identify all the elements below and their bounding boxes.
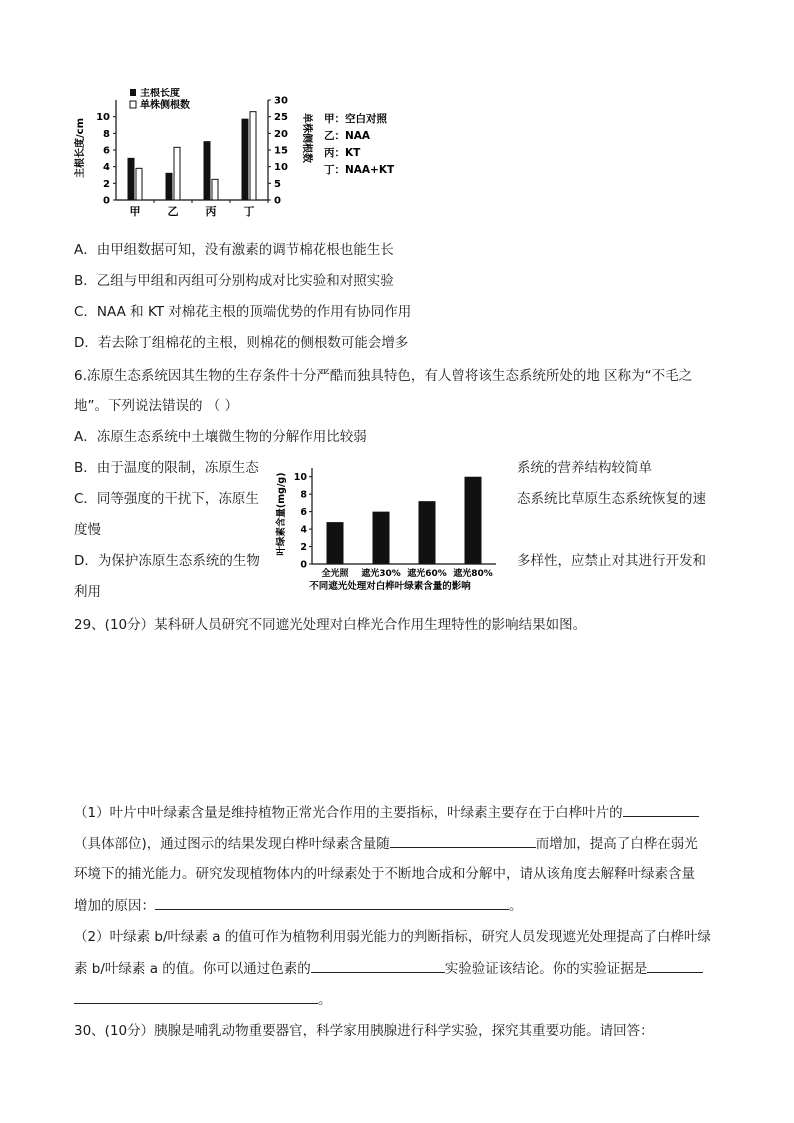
q6-option-a: A．冻原生态系统中土壤微生物的分解作用比较弱 bbox=[74, 429, 367, 445]
legend-label-lateral-root: 单株侧根数 bbox=[140, 100, 190, 111]
y-tick-label-right: 0 bbox=[274, 195, 281, 207]
bar-chlorophyll bbox=[327, 522, 344, 564]
y-tick-label-left: 0 bbox=[103, 195, 110, 207]
bar-main-root-length bbox=[128, 158, 134, 200]
bar-chlorophyll bbox=[373, 512, 390, 564]
chlorophyll-chart bbox=[274, 462, 506, 602]
legend-swatch-lateral-root bbox=[130, 101, 136, 108]
q29-part1-text4-end: 。 bbox=[509, 898, 523, 914]
y-tick-label: 6 bbox=[300, 507, 307, 519]
bar-chlorophyll bbox=[465, 477, 482, 564]
y-tick-label-right: 5 bbox=[274, 178, 281, 190]
q6-option-b-left: B．由于温度的限制，冻原生态 bbox=[74, 460, 259, 476]
bar-main-root-length bbox=[166, 173, 172, 200]
answer-blank-location[interactable] bbox=[623, 802, 699, 817]
q30-stem: 30、(10分）胰腺是哺乳动物重要器官，科学家用胰腺进行科学实验，探究其重要功能。请回答： bbox=[74, 1023, 654, 1039]
q29-stem: 29、(10分）某科研人员研究不同遮光处理对白桦光合作用生理特性的影响结果如图。 bbox=[74, 617, 587, 633]
q6-option-d-right: 多样性，应禁止对其进行开发和 bbox=[517, 553, 706, 569]
answer-blank-trend[interactable] bbox=[390, 833, 536, 848]
q29-part2-line2 bbox=[74, 958, 703, 979]
group-note-bing: 丙：KT bbox=[324, 147, 361, 159]
q29-part1-text1: （1）叶片中叶绿素含量是维持植物正常光合作用的主要指标，叶绿素主要存在于白桦叶片的 bbox=[74, 805, 623, 821]
q29-part1-line3: 环境下的捕光能力。研究发现植物体内的叶绿素处于不断地合成和分解中，请从该角度去解释叶绿素含量 bbox=[74, 866, 695, 882]
y-tick-label: 0 bbox=[300, 559, 307, 571]
q6-option-b-right: 系统的营养结构较简单 bbox=[517, 460, 652, 476]
y-tick-label-left: 2 bbox=[103, 178, 110, 190]
y-tick-label-right: 20 bbox=[274, 128, 288, 140]
q6-option-c-cont: 度慢 bbox=[74, 522, 101, 538]
bar-lateral-root-count bbox=[174, 147, 180, 200]
category-label: 甲 bbox=[129, 205, 141, 218]
q5-option-c: C．NAA 和 KT 对棉花主根的顶端优势的作用有协同作用 bbox=[74, 304, 412, 320]
q29-part1-text2b: 而增加，提高了白桦在弱光 bbox=[535, 836, 698, 852]
q6-option-d-cont: 利用 bbox=[74, 584, 101, 600]
bar-lateral-root-count bbox=[250, 112, 256, 200]
q29-part2-line1: （2）叶绿素 b/叶绿素 a 的值可作为植物利用弱光能力的判断指标，研究人员发现遮光处理提高了白桦叶绿 bbox=[74, 929, 711, 945]
q5-option-b: B．乙组与甲组和丙组可分别构成对比实验和对照实验 bbox=[74, 273, 394, 289]
y-tick-label-left: 8 bbox=[103, 128, 110, 140]
q6-option-c-right: 态系统比草原生态系统恢复的速 bbox=[517, 491, 706, 507]
y-tick-label: 4 bbox=[300, 524, 307, 536]
category-label: 遮光30% bbox=[361, 569, 401, 579]
legend-label-main-root: 主根长度 bbox=[140, 88, 180, 99]
x-axis-caption: 不同遮光处理对白桦叶绿素含量的影响 bbox=[309, 581, 471, 592]
y-tick-label-right: 15 bbox=[274, 145, 288, 157]
y-tick-label: 2 bbox=[300, 542, 307, 554]
y-tick-label: 10 bbox=[293, 472, 307, 484]
y-tick-label-right: 25 bbox=[274, 112, 288, 124]
q29-part1-line4 bbox=[74, 895, 523, 916]
q29-part2-text2a: 素 b/叶绿素 a 的值。你可以通过色素的 bbox=[74, 961, 311, 977]
legend-swatch-main-root bbox=[130, 89, 136, 96]
bar-lateral-root-count bbox=[136, 168, 142, 200]
category-label: 丙 bbox=[205, 205, 217, 218]
y-tick-label: 8 bbox=[300, 489, 307, 501]
q6-option-d-left: D．为保护冻原生态系统的生物 bbox=[74, 553, 260, 569]
root-growth-chart bbox=[72, 88, 412, 220]
q6-stem-line1: 6.冻原生态系统因其生物的生存条件十分严酷而独具特色，有人曾将该生态系统所处的地 区称为“不毛之 bbox=[74, 368, 693, 384]
y-tick-label-left: 6 bbox=[103, 145, 110, 157]
answer-blank-evidence-cont[interactable] bbox=[74, 989, 318, 1004]
q29-part2-text2b: 实验验证该结论。你的实验证据是 bbox=[444, 961, 648, 977]
y-axis-label-left: 主根长度/cm bbox=[75, 118, 86, 178]
bar-chlorophyll bbox=[419, 501, 436, 564]
bar-main-root-length bbox=[242, 119, 248, 200]
bar-main-root-length bbox=[204, 142, 210, 200]
y-tick-label-left: 4 bbox=[103, 162, 110, 174]
category-label: 乙 bbox=[167, 205, 179, 218]
q29-part1-text4: 增加的原因： bbox=[74, 898, 155, 914]
group-note-jia: 甲：空白对照 bbox=[324, 113, 387, 125]
y-axis-label-right: 单株侧根数 bbox=[301, 113, 312, 163]
answer-blank-method[interactable] bbox=[311, 958, 445, 973]
q6-option-c-left: C．同等强度的干扰下，冻原生 bbox=[74, 491, 259, 507]
q29-part2-text3-end: 。 bbox=[318, 992, 332, 1008]
q29-part1-line2 bbox=[74, 833, 698, 854]
category-label: 全光照 bbox=[321, 569, 349, 579]
q29-part1-text2a: （具体部位)，通过图示的结果发现白桦叶绿素含量随 bbox=[74, 836, 390, 852]
q5-option-a: A．由甲组数据可知，没有激素的调节棉花根也能生长 bbox=[74, 242, 394, 258]
q29-part1-line1 bbox=[74, 802, 699, 823]
category-label: 遮光80% bbox=[453, 569, 493, 579]
y-tick-label-right: 10 bbox=[274, 162, 288, 174]
group-note-ding: 丁：NAA+KT bbox=[324, 164, 395, 176]
y-tick-label-right: 30 bbox=[274, 95, 288, 107]
answer-blank-reason[interactable] bbox=[155, 895, 509, 910]
category-label: 丁 bbox=[243, 205, 255, 218]
answer-blank-evidence[interactable] bbox=[647, 958, 703, 973]
q29-part2-line3 bbox=[74, 989, 332, 1010]
q6-stem-line2: 地”。下列说法错误的 （ ） bbox=[74, 398, 239, 414]
y-axis-label: 叶绿素含量(mg/g) bbox=[276, 472, 287, 556]
bar-lateral-root-count bbox=[212, 179, 218, 200]
category-label: 遮光60% bbox=[407, 569, 447, 579]
group-note-yi: 乙：NAA bbox=[324, 130, 371, 142]
y-tick-label-left: 10 bbox=[96, 112, 110, 124]
q5-option-d: D．若去除丁组棉花的主根，则棉花的侧根数可能会增多 bbox=[74, 335, 409, 351]
